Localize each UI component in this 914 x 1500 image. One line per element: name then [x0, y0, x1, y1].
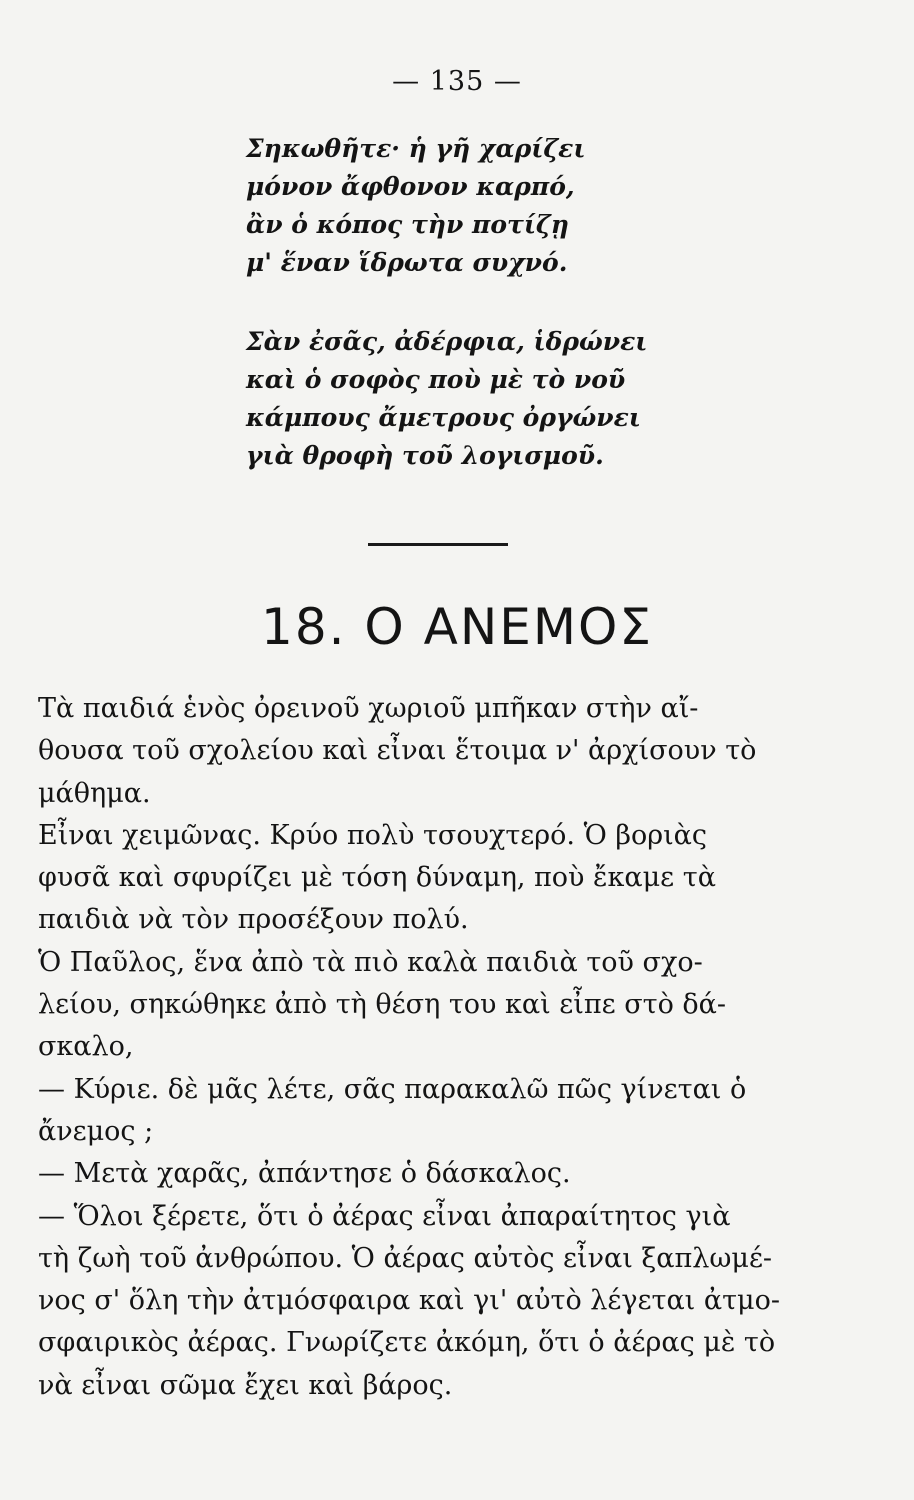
- chapter-body: [38, 688, 824, 1407]
- poem-line: Σηκωθῆτε· ἡ γῆ χαρίζει: [246, 134, 586, 163]
- body-line: σφαιρικὸς ἀέρας. Γνωρίζετε ἀκόμη, ὅτι ὁ ἀέρας μὲ τὸ: [38, 1327, 776, 1359]
- poem-line: μ' ἕναν ἵδρωτα συχνό.: [246, 248, 568, 277]
- poem-line: καὶ ὁ σοφὸς ποὺ μὲ τὸ νοῦ: [246, 365, 626, 394]
- poem-line: Σὰν ἐσᾶς, ἀδέρφια, ἱδρώνει: [246, 327, 648, 356]
- body-line: λείου, σηκώθηκε ἀπὸ τὴ θέση του καὶ εἶπε στὸ δά-: [38, 989, 727, 1021]
- body-line: παιδιὰ νὰ τὸν προσέξουν πολύ.: [38, 904, 469, 936]
- page-number: — 135 —: [392, 66, 522, 97]
- chapter-title: 18. Ο ΑΝΕΜΟΣ: [261, 598, 653, 656]
- body-line: σκαλο,: [38, 1031, 134, 1063]
- poem-stanza-2: [246, 323, 647, 475]
- body-line: Εἶναι χειμῶνας. Κρύο πολὺ τσουχτερό. Ὁ βοριὰς: [38, 819, 708, 851]
- body-line: — Κύριε. δὲ μᾶς λέτε, σᾶς παρακαλῶ πῶς γίνεται ὁ: [38, 1073, 747, 1105]
- body-line: Ὁ Παῦλος, ἕνα ἀπὸ τὰ πιὸ καλὰ παιδιὰ τοῦ σχο-: [38, 946, 703, 978]
- poem-line: ἂν ὁ κόπος τὴν ποτίζῃ: [246, 210, 569, 239]
- body-line: ἄνεμος ;: [38, 1115, 154, 1147]
- body-line: θουσα τοῦ σχολείου καὶ εἶναι ἕτοιμα ν' ἀρχίσουν τὸ: [38, 735, 757, 767]
- body-line: τὴ ζωὴ τοῦ ἀνθρώπου. Ὁ ἀέρας αὐτὸς εἶναι ξαπλωμέ-: [38, 1242, 773, 1274]
- body-line: νὰ εἶναι σῶμα ἔχει καὶ βάρος.: [38, 1369, 453, 1401]
- poem-line: γιὰ θροφὴ τοῦ λογισμοῦ.: [246, 441, 604, 470]
- body-line: μάθημα.: [38, 777, 151, 809]
- body-line: νος σ' ὅλη τὴν ἀτμόσφαιρα καὶ γι' αὐτὸ λέγεται ἀτμο-: [38, 1285, 780, 1317]
- body-line: Τὰ παιδιά ἑνὸς ὀρεινοῦ χωριοῦ μπῆκαν στὴν αἴ-: [38, 693, 699, 724]
- body-line: φυσᾶ καὶ σφυρίζει μὲ τόση δύναμη, ποὺ ἔκαμε τὰ: [38, 862, 716, 894]
- poem-stanza-1: [246, 130, 585, 282]
- body-line: — Ὅλοι ξέρετε, ὅτι ὁ ἀέρας εἶναι ἀπαραίτητος γιὰ: [38, 1200, 731, 1232]
- poem-line: μόνον ἄφθονον καρπό,: [246, 172, 575, 201]
- section-divider: [368, 543, 508, 546]
- poem-line: κάμπους ἄμετρους ὀργώνει: [246, 403, 641, 432]
- body-line: — Μετὰ χαρᾶς, ἀπάντησε ὁ δάσκαλος.: [38, 1158, 571, 1190]
